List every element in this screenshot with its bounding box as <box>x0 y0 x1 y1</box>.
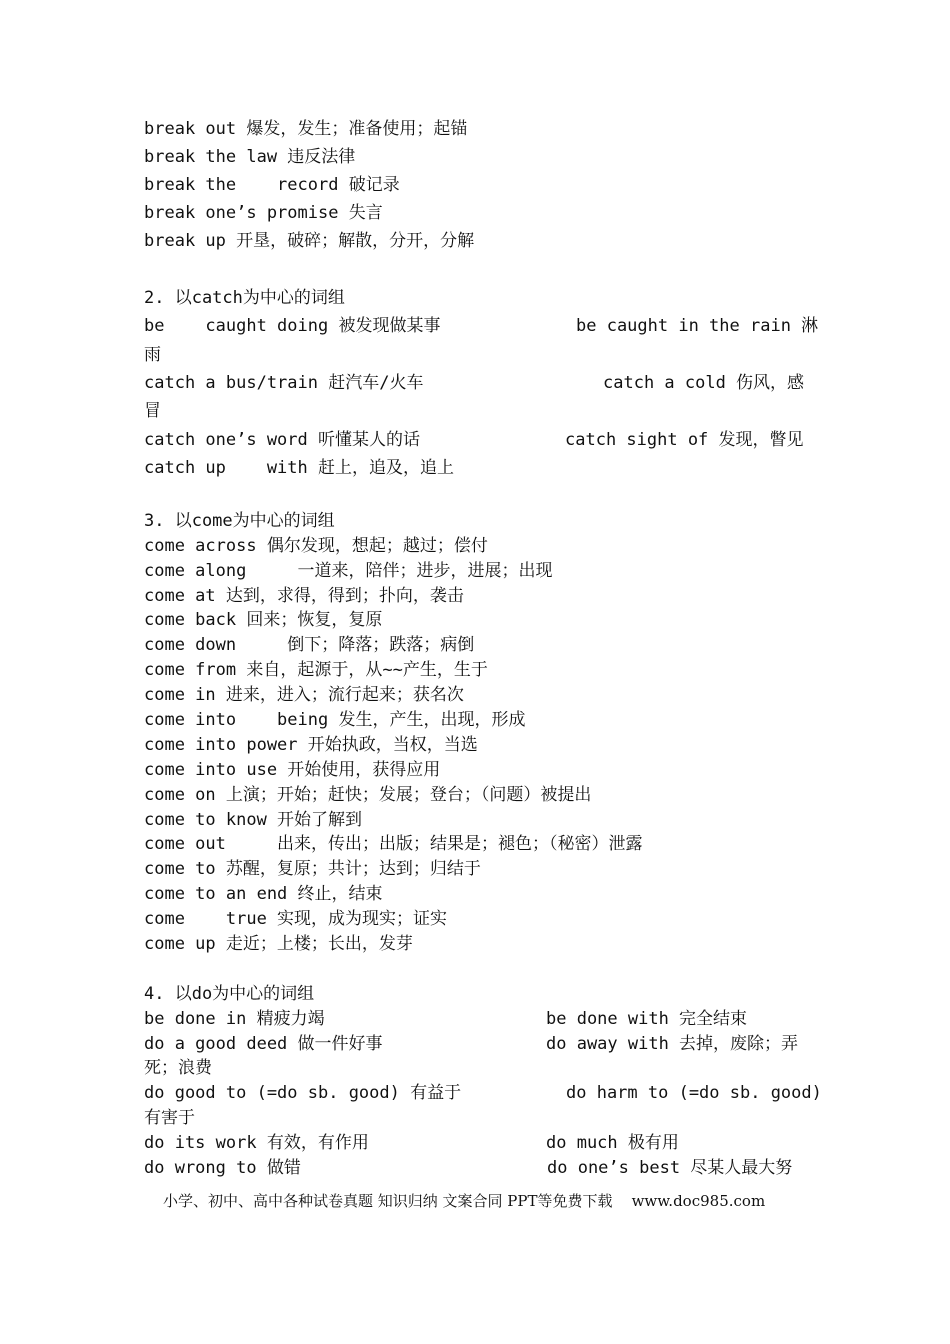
text-line-right: be caught in the rain 淋 <box>576 316 819 336</box>
section-heading: 3. 以come为中心的词组 <box>144 511 335 531</box>
text-line: come into power 开始执政，当权，当选 <box>144 735 478 755</box>
section-heading: 2. 以catch为中心的词组 <box>144 288 345 308</box>
text-line: come to 苏醒，复原；共计；达到；归结于 <box>144 859 481 879</box>
text-line: come to know 开始了解到 <box>144 810 363 830</box>
text-line: come in 进来，进入；流行起来；获名次 <box>144 685 464 705</box>
text-line: come into use 开始使用，获得应用 <box>144 760 441 780</box>
text-line: come on 上演；开始；赶快；发展；登台；（问题）被提出 <box>144 785 592 805</box>
text-line: break the record 破记录 <box>144 175 400 195</box>
text-line: come to an end 终止，结束 <box>144 884 383 904</box>
text-line: catch a bus/train 赶汽车/火车 <box>144 373 424 393</box>
text-line: come out 出来，传出；出版；结果是；褪色；（秘密）泄露 <box>144 834 643 854</box>
text-line: break one’s promise 失言 <box>144 203 383 223</box>
text-line: do good to (=do sb. good) 有益于 <box>144 1083 462 1103</box>
text-line: come from 来自，起源于，从~~产生，生于 <box>144 660 488 680</box>
text-line-wrap: 死；浪费 <box>144 1058 212 1078</box>
text-line-right: do one’s best 尽某人最大努 <box>547 1158 793 1178</box>
text-line: come up 走近；上楼；长出，发芽 <box>144 934 413 954</box>
text-line-right: do away with 去掉，废除；弄 <box>546 1034 799 1054</box>
text-line-right: catch sight of 发现，瞥见 <box>565 430 804 450</box>
text-line: break the law 违反法律 <box>144 147 356 167</box>
text-line: be caught doing 被发现做某事 <box>144 316 441 336</box>
text-line: be done in 精疲力竭 <box>144 1009 325 1029</box>
text-line: do a good deed 做一件好事 <box>144 1034 383 1054</box>
text-line: catch up with 赶上，追及，追上 <box>144 458 454 478</box>
text-line: break up 开垦，破碎；解散，分开，分解 <box>144 231 475 251</box>
text-line-right: do much 极有用 <box>546 1133 679 1153</box>
text-line-right: do harm to (=do sb. good) <box>566 1083 822 1103</box>
text-line: come along 一道来，陪伴；进步，进展；出现 <box>144 561 553 581</box>
text-line: catch one’s word 听懂某人的话 <box>144 430 420 450</box>
text-line: come into being 发生，产生，出现，形成 <box>144 710 526 730</box>
text-line: come across 偶尔发现，想起；越过；偿付 <box>144 536 488 556</box>
text-line: break out 爆发，发生；准备使用；起锚 <box>144 119 468 139</box>
page-footer: 小学、初中、高中各种试卷真题 知识归纳 文案合同 PPT等免费下载 www.doc985.com <box>163 1192 766 1210</box>
text-line: come at 达到，求得，得到；扑向，袭击 <box>144 586 464 606</box>
text-line-wrap: 有害于 <box>144 1108 195 1128</box>
text-line-wrap: 冒 <box>144 401 161 421</box>
text-line-wrap: 雨 <box>144 345 161 365</box>
text-line: come down 倒下；降落；跌落；病倒 <box>144 635 475 655</box>
text-line: do its work 有效，有作用 <box>144 1133 369 1153</box>
text-line-right: catch a cold 伤风，感 <box>603 373 805 393</box>
section-heading: 4. 以do为中心的词组 <box>144 984 315 1004</box>
text-line: do wrong to 做错 <box>144 1158 301 1178</box>
text-line: come back 回来；恢复，复原 <box>144 610 383 630</box>
text-line: come true 实现，成为现实；证实 <box>144 909 448 929</box>
text-line-right: be done with 完全结束 <box>546 1009 748 1029</box>
